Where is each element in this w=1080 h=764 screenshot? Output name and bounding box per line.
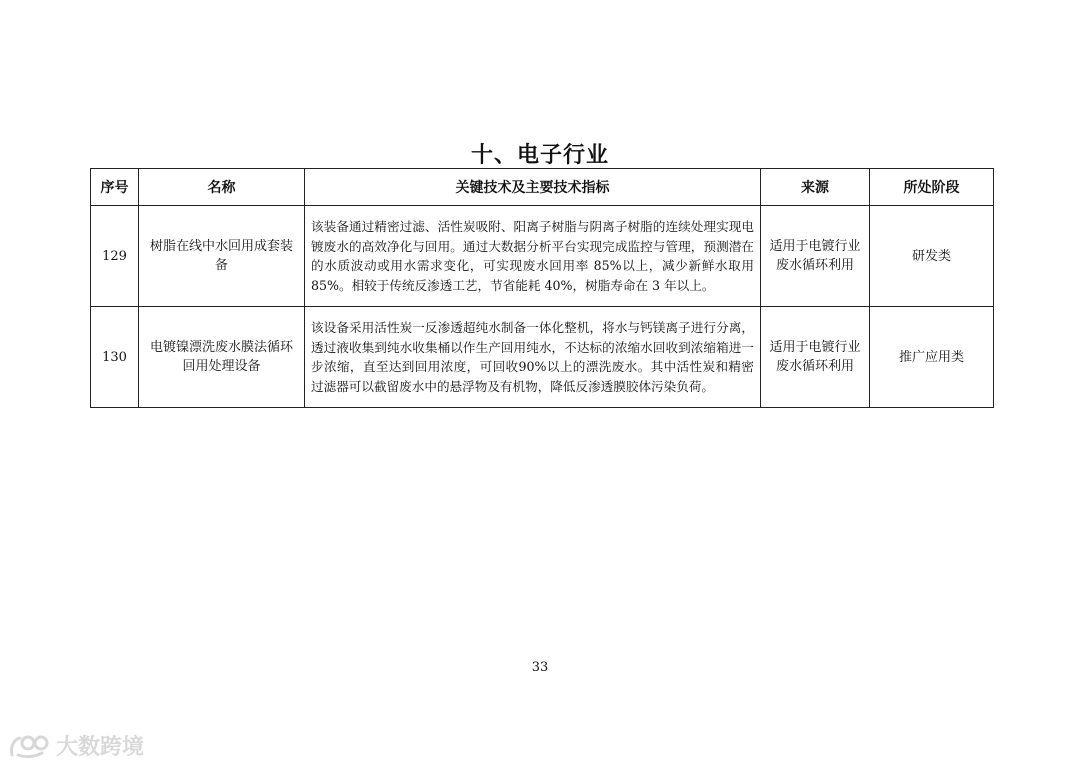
section-title: 十、电子行业 bbox=[470, 143, 609, 168]
table-header-row bbox=[91, 169, 994, 206]
watermark-logo-icon bbox=[8, 733, 52, 759]
row-name: 电镀镍漂洗废水膜法循环回用处理设备 bbox=[139, 307, 305, 408]
row-tech: 该设备采用活性炭一反渗透超纯水制备一体化整机，将水与钙镁离子进行分离，透过液收集到纯水收集桶以作生产回用纯水，不达标的浓缩水回收到浓缩箱进一步浓缩，直至达到回用浓度，可回收90%以上的漂洗废水。其中活性炭和精密过滤器可以截留废水中的悬浮物及有机物，降低反渗透膜胶体污染负荷。 bbox=[305, 307, 761, 408]
header-tech: 关键技术及主要技术指标 bbox=[305, 169, 761, 206]
watermark bbox=[8, 730, 144, 761]
row-source: 适用于电镀行业废水循环利用 bbox=[761, 307, 870, 408]
header-source: 来源 bbox=[761, 169, 870, 206]
header-name: 名称 bbox=[139, 169, 305, 206]
header-index: 序号 bbox=[91, 169, 139, 206]
table-row bbox=[91, 206, 994, 307]
row-stage: 研发类 bbox=[870, 206, 994, 307]
page-number: 33 bbox=[531, 660, 549, 675]
row-source: 适用于电镀行业废水循环利用 bbox=[761, 206, 870, 307]
watermark-text: 大数跨境 bbox=[56, 735, 145, 760]
row-index: 130 bbox=[91, 307, 139, 408]
row-tech: 该装备通过精密过滤、活性炭吸附、阳离子树脂与阴离子树脂的连续处理实现电镀废水的高效净化与回用。通过大数据分析平台实现完成监控与管理，预测潜在的水质波动或用水需求变化，可实现废水回用率 85%以上，减少新鲜水取用 85%。相较于传统反渗透工艺，节省能耗 40%，树脂寿命在 3 年以上。 bbox=[305, 206, 761, 307]
technology-table bbox=[90, 168, 994, 408]
table-row bbox=[91, 307, 994, 408]
row-stage: 推广应用类 bbox=[870, 307, 994, 408]
header-stage: 所处阶段 bbox=[870, 169, 994, 206]
row-name: 树脂在线中水回用成套装备 bbox=[139, 206, 305, 307]
row-index: 129 bbox=[91, 206, 139, 307]
